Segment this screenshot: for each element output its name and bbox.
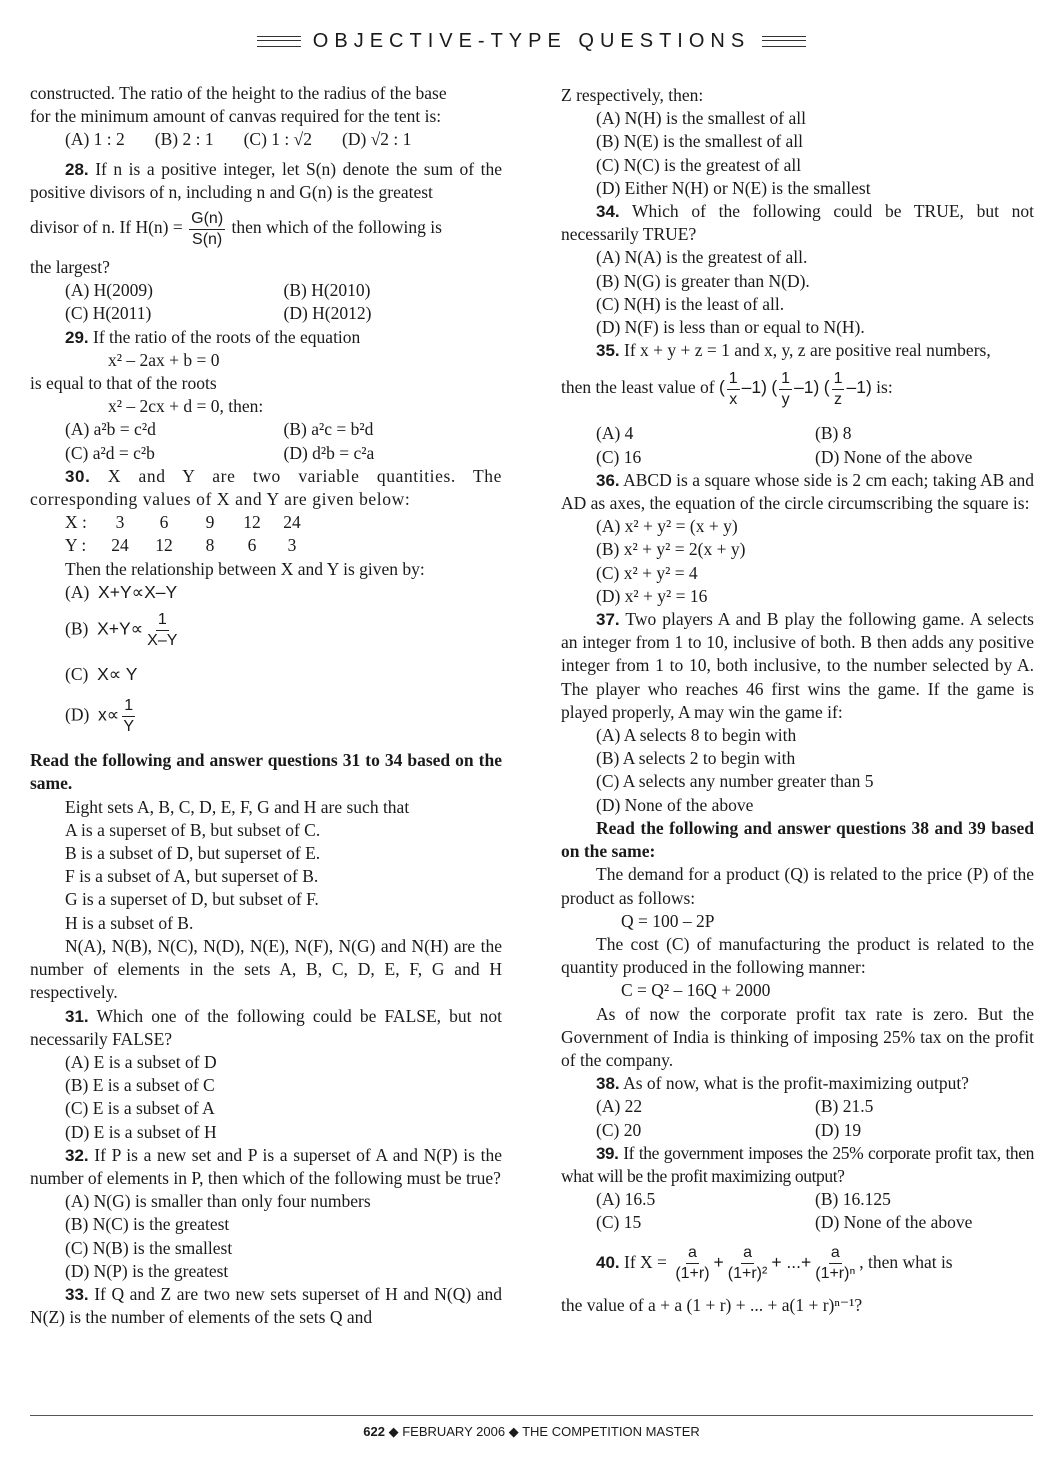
question-32: 32. If P is a new set and P is a superset of A and N(P) is the number of elements in P, then which of the following must be true?	[30, 1144, 502, 1188]
fraction: $\frac{G(n)}{S(n)}$	[191, 209, 224, 248]
passage-line: F is a subset of A, but superset of B.	[65, 866, 319, 887]
question-31: 31. Which one of the following could be FALSE, but not necessarily FALSE?	[30, 1005, 502, 1049]
fraction: $\frac{a}{(1+r)}$	[675, 1244, 710, 1283]
q30-option-c: (C) X∝ Y	[65, 664, 138, 685]
question-34: 34. Which of the following could be TRUE, but not necessarily TRUE?	[561, 201, 1034, 245]
fraction: $\frac{1}{y}$	[781, 369, 791, 408]
q38-options: (A) 22 (B) 21.5	[596, 1096, 874, 1117]
q29-options: (A) a²b = c²d (B) a²c = b²d	[65, 419, 374, 440]
q30-table-y: Y : 24 12 8 6 3	[65, 535, 297, 556]
q35-options: (A) 4 (B) 8	[596, 423, 852, 444]
option: (A) 1 : 2	[65, 129, 125, 150]
page-footer	[0, 1424, 1063, 1440]
q27-options	[30, 128, 502, 151]
fraction: $\frac{a}{\text{(1+r)²}}$	[727, 1244, 768, 1283]
option: (A) N(A) is the greatest of all.	[596, 247, 808, 268]
option: (C) 1 : √2	[243, 129, 313, 150]
header-title: OBJECTIVE-TYPE QUESTIONS	[312, 30, 751, 52]
option: (C) A selects any number greater than 5	[596, 771, 874, 792]
footer-magazine: THE COMPETITION MASTER	[522, 1424, 700, 1439]
option: (B) A selects 2 to begin with	[596, 748, 796, 769]
q30-text-2: Then the relationship between X and Y is given by:	[65, 558, 425, 579]
option: (A) N(H) is the smallest of all	[596, 108, 806, 129]
header-left-rule	[257, 36, 301, 47]
option: (C) N(B) is the smallest	[65, 1237, 233, 1258]
question-28-formula: divisor of n. If H(n) = $\frac{G(n)}{S(n)}$ then which of the following is	[30, 209, 442, 248]
q28-options-row2: (C) H(2011) (D) H(2012)	[65, 303, 372, 324]
option: (B) x² + y² = 2(x + y)	[596, 539, 746, 560]
passage-line: H is a subset of B.	[65, 912, 194, 933]
q30-option-b: (B) X+Y∝ $\frac{1}{X-Y}$	[65, 611, 178, 650]
option: (B) N(E) is the smallest of all	[596, 131, 804, 152]
footer-issue: FEBRUARY 2006	[402, 1424, 506, 1439]
q28-options: (A) H(2009) (B) H(2010)	[65, 280, 371, 301]
question-36: 36. ABCD is a square whose side is 2 cm each; taking AB and AD as axes, the equation of the circle circumscribing the square is:	[561, 469, 1034, 514]
passage-line: A is a superset of B, but subset of C.	[65, 819, 321, 840]
q27-continuation: constructed. The ratio of the height to the radius of the base for the minimum amount of canvas required for the tent is:	[30, 83, 447, 127]
option: (C) x² + y² = 4	[596, 562, 698, 583]
question-28: 28. If n is a positive integer, let S(n) denote the sum of the positive divisors of n, including n and G(n) is the greatest	[30, 158, 502, 202]
question-29: 29. If the ratio of the roots of the equation	[65, 326, 361, 347]
option: (A) E is a subset of D	[65, 1051, 217, 1072]
option: (D) x² + y² = 16	[596, 585, 708, 606]
option: (D) √2 : 1	[342, 129, 412, 150]
option: (A) N(G) is smaller than only four numbers	[65, 1191, 371, 1212]
question-37: 37. Two players A and B play the following game. A selects an integer from 1 to 10, inclusive of both. B then adds any positive integer from 1 to 10, both inclusive, to the number selected by A. The player who reaches 46 first wins the game. If the game is played properly, A may win the game if:	[561, 609, 1034, 722]
header-right-rule	[762, 36, 806, 47]
option: (D) N(F) is less than or equal to N(H).	[596, 317, 865, 338]
question-35: 35. If x + y + z = 1 and x, y, z are positive real numbers,	[596, 340, 991, 361]
q30-table-x: X : 3 6 9 12 24	[65, 512, 301, 533]
option: (D) N(P) is the greatest	[65, 1260, 229, 1281]
fraction: $\frac{1}{z}$	[833, 369, 843, 408]
option: (C) E is a subset of A	[65, 1098, 215, 1119]
passage-heading: Read the following and answer questions 31 to 34 based on the same.	[30, 750, 502, 794]
option: (D) Either N(H) or N(E) is the smallest	[596, 177, 871, 198]
q35-options-row2: (C) 16 (D) None of the above	[596, 446, 973, 467]
q30-option-d: (D) x∝ $\frac{1}{Y}$	[65, 697, 134, 736]
option: (B) N(G) is greater than N(D).	[596, 270, 810, 291]
q39-options: (A) 16.5 (B) 16.125	[596, 1189, 891, 1210]
q35-formula: then the least value of ( $\frac{1}{x}$ –1) ( $\frac{1}{y}$ –1) ( $\frac{1}{z}$ –1) is:	[561, 369, 893, 408]
option: (C) N(H) is the least of all.	[596, 293, 785, 314]
passage2-equation-1: Q = 100 – 2P	[621, 910, 715, 931]
question-number: 28.	[65, 159, 89, 179]
fraction: $\frac{a}{\text{(1+r)ⁿ}}$	[815, 1244, 856, 1283]
q29-equation-1: x² – 2ax + b = 0	[108, 349, 220, 370]
option: (C) N(C) is the greatest of all	[596, 154, 802, 175]
q30-option-a: (A) X+Y∝X–Y	[65, 581, 178, 602]
q39-options-row2: (C) 15 (D) None of the above	[596, 1212, 973, 1233]
fraction: $\frac{1}{Y}$	[123, 697, 134, 736]
question-38: 38. As of now, what is the profit-maximizing output?	[596, 1073, 969, 1094]
option: (A) A selects 8 to begin with	[596, 725, 797, 746]
page-number: 622	[363, 1424, 385, 1439]
passage-tail: N(A), N(B), N(C), N(D), N(E), N(F), N(G) and N(H) are the number of elements in the sets A, B, C, D, E, F, G and H respectively.	[30, 935, 502, 1003]
right-column	[561, 84, 1034, 1317]
fraction: $\frac{1}{X-Y}$	[147, 611, 178, 650]
passage2-equation-2: C = Q² – 16Q + 2000	[621, 980, 771, 1001]
q40-text-2: the value of a + a (1 + r) + ... + a(1 + r)ⁿ⁻¹?	[561, 1294, 863, 1315]
footer-separator: ◆	[388, 1424, 399, 1439]
q29-options-row2: (C) a²d = c²b (D) d²b = c²a	[65, 442, 375, 463]
passage2-text-2: The cost (C) of manufacturing the product is related to the quantity produced in the following manner:	[561, 933, 1034, 978]
question-39: 39. If the government imposes the 25% corporate profit tax, then what will be the profit maximizing output?	[561, 1142, 1034, 1186]
question-30: 30. X and Y are two variable quantities. The corresponding values of X and Y are given below:	[30, 465, 502, 510]
option: (B) 2 : 1	[154, 129, 214, 150]
q29-text-2: is equal to that of the roots	[30, 373, 217, 394]
option: (D) E is a subset of H	[65, 1121, 217, 1142]
option: (D) None of the above	[596, 794, 754, 815]
option: (B) N(C) is the greatest	[65, 1214, 230, 1235]
question-28-end: the largest?	[30, 257, 110, 278]
q38-options-row2: (C) 20 (D) 19	[596, 1119, 862, 1140]
q33-continuation: Z respectively, then:	[561, 85, 704, 105]
fraction: $\frac{1}{x}$	[728, 369, 738, 408]
q29-equation-2: x² – 2cx + d = 0, then:	[108, 396, 264, 417]
passage-line: B is a subset of D, but superset of E.	[65, 843, 321, 864]
passage2-heading: Read the following and answer questions 38 and 39 based on the same:	[561, 817, 1034, 862]
question-33: 33. If Q and Z are two new sets superset of H and N(Q) and N(Z) is the number of elements of the sets Q and	[30, 1283, 502, 1328]
question-40: 40. If X = $\frac{a}{(1+r)}$ + $\frac{a}{\text{(1+r)²}}$ + ...+ $\frac{a}{\text{(1+r)ⁿ}}$ , then what is	[596, 1244, 953, 1283]
page-header	[0, 30, 1063, 53]
left-column	[30, 82, 502, 1329]
footer-separator: ◆	[508, 1424, 519, 1439]
passage2-text-3: As of now the corporate profit tax rate is zero. But the Government of India is thinking of imposing 25% tax on the profit of the company.	[561, 1003, 1034, 1070]
passage-line: Eight sets A, B, C, D, E, F, G and H are such that	[65, 796, 410, 817]
passage-line: G is a superset of D, but subset of F.	[65, 889, 319, 910]
option: (B) E is a subset of C	[65, 1075, 215, 1096]
footer-rule	[30, 1415, 1033, 1416]
passage2-text-1: The demand for a product (Q) is related to the price (P) of the product as follows:	[561, 864, 1034, 908]
option: (A) x² + y² = (x + y)	[596, 516, 738, 537]
